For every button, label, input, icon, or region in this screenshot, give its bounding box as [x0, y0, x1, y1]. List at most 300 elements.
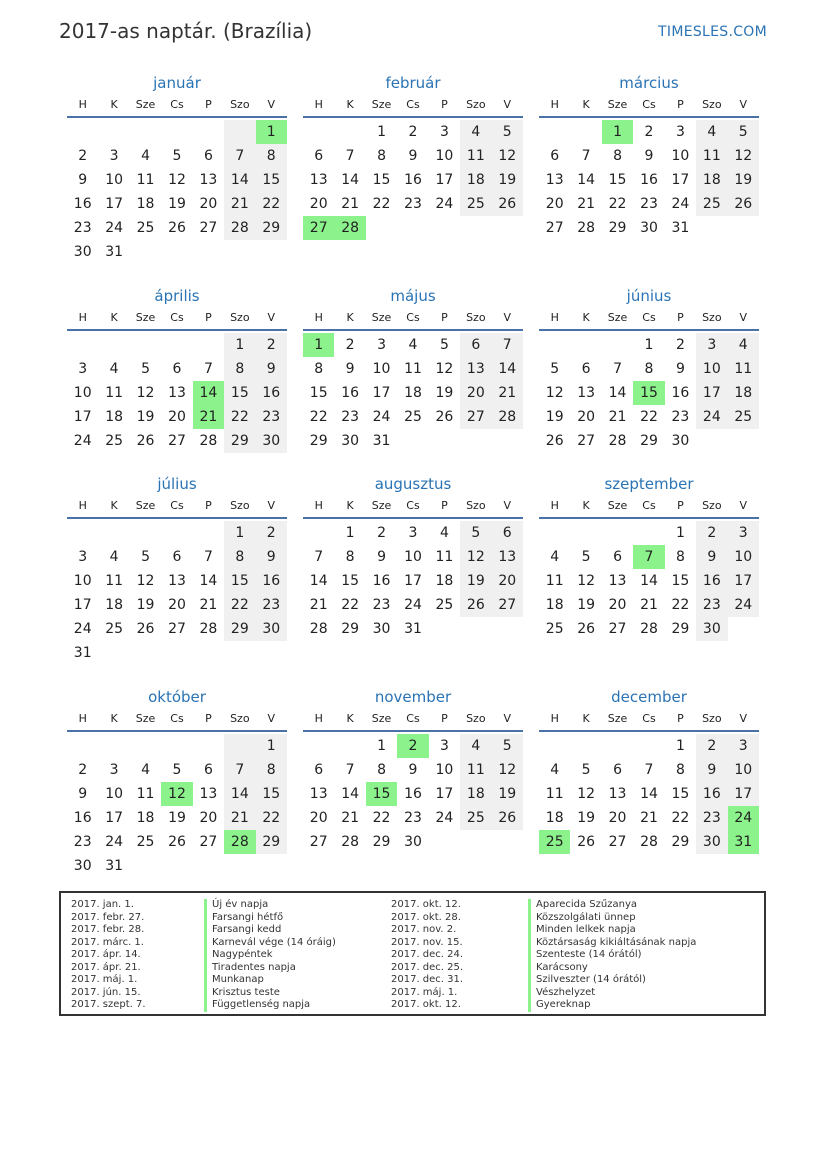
day-cell: 20 — [168, 409, 186, 425]
legend-date: 2017. máj. 1. — [391, 986, 458, 998]
empty-cell — [460, 617, 491, 641]
day-cell: 7 — [345, 148, 355, 164]
day-cell: 14 — [341, 172, 360, 188]
day-cell: 24 — [105, 220, 124, 236]
weekday-label: P — [677, 98, 684, 111]
day-cell: 3 — [377, 337, 387, 353]
day-cell: 31 — [73, 645, 92, 661]
empty-cell — [161, 641, 192, 665]
day-cell: 26 — [577, 834, 596, 850]
legend-holiday-name: Aparecida Szűzanya — [528, 899, 696, 912]
empty-cell — [130, 333, 161, 357]
weekday-label: K — [582, 712, 590, 725]
empty-cell — [224, 120, 255, 144]
day-cell: 10 — [105, 786, 124, 802]
day-cell: 18 — [545, 810, 564, 826]
legend-date: 2017. szept. 7. — [71, 999, 146, 1010]
weekday-label: K — [346, 712, 354, 725]
day-cell: 19 — [728, 168, 759, 192]
weekday-label: V — [739, 311, 747, 324]
day-cell: 18 — [136, 196, 155, 212]
day-cell: 14 — [309, 573, 328, 589]
legend-date: 2017. dec. 24. — [391, 949, 464, 960]
day-cell: 26 — [492, 806, 523, 830]
weekday-label: K — [346, 311, 354, 324]
day-cell: 13 — [608, 573, 627, 589]
day-cell: 10 — [404, 549, 422, 565]
day-cell: 1 — [377, 124, 387, 140]
day-cell: 8 — [256, 758, 287, 782]
empty-cell — [224, 734, 255, 758]
empty-cell — [602, 333, 633, 357]
day-cell: 1 — [224, 521, 255, 545]
month-title: június — [626, 287, 672, 305]
day-cell: 3 — [728, 734, 759, 758]
weekday-label: Szo — [466, 311, 486, 324]
day-grid — [539, 734, 759, 854]
day-cell: 8 — [314, 361, 324, 377]
legend-date: 2017. ápr. 21. — [71, 961, 141, 973]
day-cell: 11 — [105, 385, 124, 401]
weekday-label: H — [550, 98, 559, 111]
day-cell: 25 — [460, 192, 491, 216]
day-cell: 14 — [341, 786, 360, 802]
day-cell: 10 — [671, 148, 690, 164]
day-cell: 18 — [404, 385, 422, 401]
day-cell: 1 — [345, 525, 355, 541]
day-cell: 12 — [577, 786, 596, 802]
day-cell: 14 — [577, 172, 596, 188]
weekday-label: P — [441, 499, 448, 512]
day-cell: 2 — [256, 333, 287, 357]
day-cell: 12 — [435, 361, 454, 377]
day-cell: 3 — [439, 124, 449, 140]
day-cell: 20 — [545, 196, 564, 212]
day-cell: 30 — [696, 617, 727, 641]
day-cell: 9 — [256, 545, 287, 569]
day-cell: 25 — [105, 433, 124, 449]
day-cell: 24 — [73, 433, 92, 449]
day-cell: 23 — [73, 220, 92, 236]
weekday-label: Szo — [702, 499, 722, 512]
day-cell: 29 — [640, 433, 658, 449]
day-cell: 6 — [314, 148, 324, 164]
legend-holiday-name: Nagypéntek — [204, 949, 336, 962]
day-cell: 28 — [309, 621, 328, 637]
day-cell: 26 — [168, 834, 186, 850]
day-cell: 17 — [696, 381, 727, 405]
day-grid — [303, 521, 523, 641]
day-cell: 26 — [460, 593, 491, 617]
day-cell: 17 — [671, 172, 690, 188]
day-cell: 5 — [141, 361, 151, 377]
weekday-label: Sze — [607, 499, 628, 512]
empty-cell — [633, 521, 664, 545]
day-cell: 4 — [141, 148, 151, 164]
day-cell: 8 — [675, 549, 685, 565]
day-cell: 19 — [577, 597, 596, 613]
weekday-label: K — [110, 499, 118, 512]
legend-date: 2017. dec. 25. — [391, 961, 464, 973]
legend-date: 2017. okt. 12. — [391, 899, 461, 910]
day-cell: 10 — [728, 545, 759, 569]
day-cell: 5 — [172, 762, 182, 778]
weekday-header — [539, 708, 759, 732]
day-cell: 20 — [309, 196, 328, 212]
weekday-label: Szo — [230, 98, 250, 111]
empty-cell — [602, 521, 633, 545]
day-cell: 18 — [545, 597, 564, 613]
empty-cell — [460, 830, 491, 854]
day-cell: 9 — [78, 172, 88, 188]
day-cell: 8 — [345, 549, 355, 565]
legend-date: 2017. nov. 2. — [391, 924, 457, 935]
day-cell: 16 — [404, 786, 422, 802]
day-cell: 31 — [404, 621, 422, 637]
weekday-label: Sze — [135, 712, 156, 725]
day-cell: 24 — [728, 806, 759, 830]
month-11 — [539, 686, 759, 854]
day-cell: 20 — [492, 569, 523, 593]
day-cell: 29 — [372, 834, 391, 850]
day-cell: 9 — [644, 148, 654, 164]
day-cell: 22 — [372, 810, 391, 826]
day-cell: 1 — [224, 333, 255, 357]
empty-cell — [728, 429, 759, 453]
day-cell: 11 — [136, 786, 155, 802]
weekday-label: H — [78, 311, 87, 324]
empty-cell — [728, 617, 759, 641]
month-8 — [539, 473, 759, 641]
legend-date: 2017. okt. 12. — [391, 999, 461, 1010]
day-cell: 4 — [408, 337, 418, 353]
day-cell: 2 — [675, 337, 685, 353]
day-cell: 9 — [408, 762, 418, 778]
day-cell: 21 — [492, 381, 523, 405]
legend-holiday-name: Függetlenség napja — [204, 999, 336, 1012]
day-cell: 1 — [256, 734, 287, 758]
empty-cell — [161, 521, 192, 545]
empty-cell — [98, 734, 129, 758]
day-cell: 15 — [256, 168, 287, 192]
day-cell: 15 — [671, 573, 690, 589]
day-cell: 6 — [613, 549, 623, 565]
legend-holiday-name: Köztársaság kikiáltásának napja — [528, 937, 696, 950]
legend-left-dates — [71, 899, 146, 1012]
month-title: február — [385, 74, 441, 92]
day-cell: 24 — [696, 405, 727, 429]
weekday-label: K — [110, 311, 118, 324]
day-cell: 18 — [460, 782, 491, 806]
day-cell: 17 — [73, 409, 92, 425]
day-cell: 28 — [492, 405, 523, 429]
day-cell: 26 — [168, 220, 186, 236]
empty-cell — [130, 521, 161, 545]
day-cell: 7 — [203, 361, 213, 377]
legend-holiday-name: Szilveszter (14 órától) — [528, 974, 696, 987]
weekday-label: Sze — [607, 712, 628, 725]
day-cell: 5 — [460, 521, 491, 545]
day-cell: 12 — [460, 545, 491, 569]
day-cell: 28 — [608, 433, 627, 449]
day-cell: 14 — [199, 573, 218, 589]
day-cell: 30 — [73, 858, 92, 874]
day-cell: 23 — [640, 196, 658, 212]
empty-cell — [570, 734, 601, 758]
day-cell: 18 — [728, 381, 759, 405]
month-6 — [67, 473, 287, 665]
day-cell: 16 — [696, 782, 727, 806]
legend-holiday-name: Karnevál vége (14 óráig) — [204, 937, 336, 950]
day-cell: 8 — [256, 144, 287, 168]
empty-cell — [303, 734, 334, 758]
day-cell: 6 — [172, 549, 182, 565]
day-cell: 27 — [168, 433, 186, 449]
empty-cell — [460, 216, 491, 240]
day-cell: 26 — [136, 621, 155, 637]
day-cell: 22 — [671, 810, 690, 826]
day-cell: 29 — [608, 220, 627, 236]
day-cell: 12 — [168, 172, 186, 188]
weekday-label: H — [78, 499, 87, 512]
day-cell: 24 — [73, 621, 92, 637]
day-cell: 24 — [105, 834, 124, 850]
day-cell: 27 — [309, 834, 328, 850]
weekday-header — [67, 94, 287, 118]
empty-cell — [602, 734, 633, 758]
day-grid — [539, 120, 759, 240]
day-cell: 13 — [460, 357, 491, 381]
day-cell: 2 — [256, 521, 287, 545]
empty-cell — [397, 216, 428, 240]
weekday-label: Cs — [406, 311, 420, 324]
empty-cell — [224, 240, 255, 264]
day-cell: 13 — [545, 172, 564, 188]
day-cell: 14 — [640, 573, 658, 589]
day-cell: 11 — [460, 144, 491, 168]
empty-cell — [98, 521, 129, 545]
day-cell: 1 — [377, 738, 387, 754]
weekday-header — [67, 708, 287, 732]
empty-cell — [570, 333, 601, 357]
day-cell: 2 — [696, 734, 727, 758]
day-cell: 2 — [644, 124, 654, 140]
day-cell: 17 — [435, 786, 454, 802]
weekday-label: V — [739, 98, 747, 111]
empty-cell — [492, 617, 523, 641]
month-7 — [303, 473, 523, 641]
day-cell: 4 — [550, 549, 560, 565]
weekday-label: V — [503, 311, 511, 324]
day-cell: 9 — [696, 758, 727, 782]
empty-cell — [161, 734, 192, 758]
day-cell: 22 — [224, 405, 255, 429]
day-cell: 17 — [404, 573, 422, 589]
weekday-label: H — [78, 712, 87, 725]
weekday-label: K — [582, 499, 590, 512]
empty-cell — [303, 521, 334, 545]
day-cell: 26 — [545, 433, 564, 449]
day-cell: 18 — [105, 409, 124, 425]
day-cell: 10 — [372, 361, 391, 377]
page-title: 2017-as naptár. (Brazília) — [59, 19, 313, 43]
legend-holiday-name: Gyereknap — [528, 999, 696, 1012]
day-cell: 11 — [136, 172, 155, 188]
day-cell: 18 — [460, 168, 491, 192]
weekday-label: Cs — [170, 712, 184, 725]
day-cell: 2 — [696, 521, 727, 545]
day-cell: 21 — [341, 810, 360, 826]
day-cell: 15 — [341, 573, 360, 589]
day-cell: 16 — [73, 810, 92, 826]
day-cell: 13 — [309, 172, 328, 188]
day-cell: 3 — [728, 521, 759, 545]
day-cell: 8 — [377, 148, 387, 164]
day-cell: 19 — [577, 810, 596, 826]
legend-date: 2017. febr. 27. — [71, 911, 145, 923]
weekday-header — [539, 495, 759, 519]
empty-cell — [224, 854, 255, 878]
day-cell: 30 — [696, 830, 727, 854]
day-cell: 30 — [256, 617, 287, 641]
empty-cell — [193, 854, 224, 878]
day-cell: 30 — [671, 433, 690, 449]
holiday-legend — [59, 891, 766, 1016]
weekday-label: K — [346, 499, 354, 512]
weekday-label: Sze — [371, 499, 392, 512]
weekday-label: Sze — [135, 311, 156, 324]
empty-cell — [366, 216, 397, 240]
day-grid — [303, 734, 523, 854]
empty-cell — [161, 120, 192, 144]
day-cell: 4 — [696, 120, 727, 144]
weekday-label: Szo — [230, 311, 250, 324]
day-cell: 19 — [492, 168, 523, 192]
day-cell: 6 — [314, 762, 324, 778]
weekday-label: H — [550, 311, 559, 324]
legend-date: 2017. márc. 1. — [71, 936, 144, 948]
weekday-label: Cs — [170, 311, 184, 324]
empty-cell — [492, 830, 523, 854]
empty-cell — [696, 216, 727, 240]
weekday-label: Cs — [642, 98, 656, 111]
day-cell: 19 — [435, 385, 454, 401]
empty-cell — [130, 734, 161, 758]
day-cell: 25 — [545, 621, 564, 637]
day-cell: 12 — [545, 385, 564, 401]
day-cell: 26 — [577, 621, 596, 637]
legend-date: 2017. dec. 31. — [391, 974, 464, 985]
weekday-header — [67, 495, 287, 519]
day-cell: 15 — [372, 172, 391, 188]
day-cell: 24 — [435, 196, 454, 212]
day-cell: 21 — [199, 597, 218, 613]
day-cell: 22 — [309, 409, 328, 425]
day-cell: 11 — [435, 549, 454, 565]
day-cell: 1 — [602, 120, 633, 144]
day-cell: 3 — [109, 148, 119, 164]
day-cell: 1 — [675, 738, 685, 754]
day-cell: 8 — [224, 545, 255, 569]
day-cell: 21 — [341, 196, 360, 212]
day-cell: 20 — [577, 409, 596, 425]
weekday-label: V — [739, 712, 747, 725]
day-cell: 8 — [377, 762, 387, 778]
day-cell: 25 — [105, 621, 124, 637]
day-grid — [67, 333, 287, 453]
day-cell: 25 — [460, 806, 491, 830]
weekday-label: H — [78, 98, 87, 111]
legend-holiday-name: Farsangi kedd — [204, 924, 336, 937]
weekday-label: K — [110, 98, 118, 111]
day-grid — [67, 521, 287, 665]
day-cell: 26 — [728, 192, 759, 216]
weekday-label: Szo — [466, 499, 486, 512]
day-cell: 11 — [404, 361, 422, 377]
day-cell: 4 — [109, 549, 119, 565]
weekday-label: P — [205, 499, 212, 512]
month-4 — [303, 285, 523, 453]
weekday-label: P — [677, 499, 684, 512]
day-cell: 23 — [73, 834, 92, 850]
day-cell: 2 — [408, 124, 418, 140]
weekday-header — [67, 307, 287, 331]
empty-cell — [193, 333, 224, 357]
day-cell: 14 — [224, 782, 255, 806]
day-cell: 21 — [224, 806, 255, 830]
day-cell: 15 — [224, 381, 255, 405]
empty-cell — [256, 641, 287, 665]
day-cell: 18 — [105, 597, 124, 613]
empty-cell — [67, 333, 98, 357]
day-cell: 6 — [581, 361, 591, 377]
day-cell: 20 — [608, 810, 627, 826]
day-cell: 23 — [404, 810, 422, 826]
empty-cell — [728, 216, 759, 240]
day-cell: 31 — [728, 830, 759, 854]
day-cell: 14 — [608, 385, 627, 401]
month-title: május — [390, 287, 436, 305]
day-cell: 21 — [608, 409, 627, 425]
day-cell: 13 — [199, 786, 218, 802]
day-cell: 20 — [199, 810, 218, 826]
brand-logo[interactable]: TIMESLES.COM — [658, 24, 767, 40]
month-3 — [67, 285, 287, 453]
day-cell: 16 — [256, 569, 287, 593]
day-cell: 6 — [613, 762, 623, 778]
day-cell: 20 — [460, 381, 491, 405]
day-cell: 15 — [366, 782, 397, 806]
day-cell: 12 — [577, 573, 596, 589]
day-cell: 17 — [372, 385, 391, 401]
day-cell: 26 — [492, 192, 523, 216]
day-cell: 11 — [460, 758, 491, 782]
weekday-label: K — [346, 98, 354, 111]
day-cell: 3 — [675, 124, 685, 140]
day-cell: 25 — [136, 220, 155, 236]
day-cell: 17 — [73, 597, 92, 613]
day-cell: 16 — [372, 573, 391, 589]
weekday-header — [303, 307, 523, 331]
day-cell: 15 — [224, 569, 255, 593]
day-cell: 28 — [640, 621, 658, 637]
weekday-label: V — [503, 98, 511, 111]
day-cell: 4 — [550, 762, 560, 778]
weekday-label: Cs — [642, 311, 656, 324]
empty-cell — [98, 641, 129, 665]
day-cell: 28 — [224, 830, 255, 854]
day-cell: 2 — [78, 148, 88, 164]
